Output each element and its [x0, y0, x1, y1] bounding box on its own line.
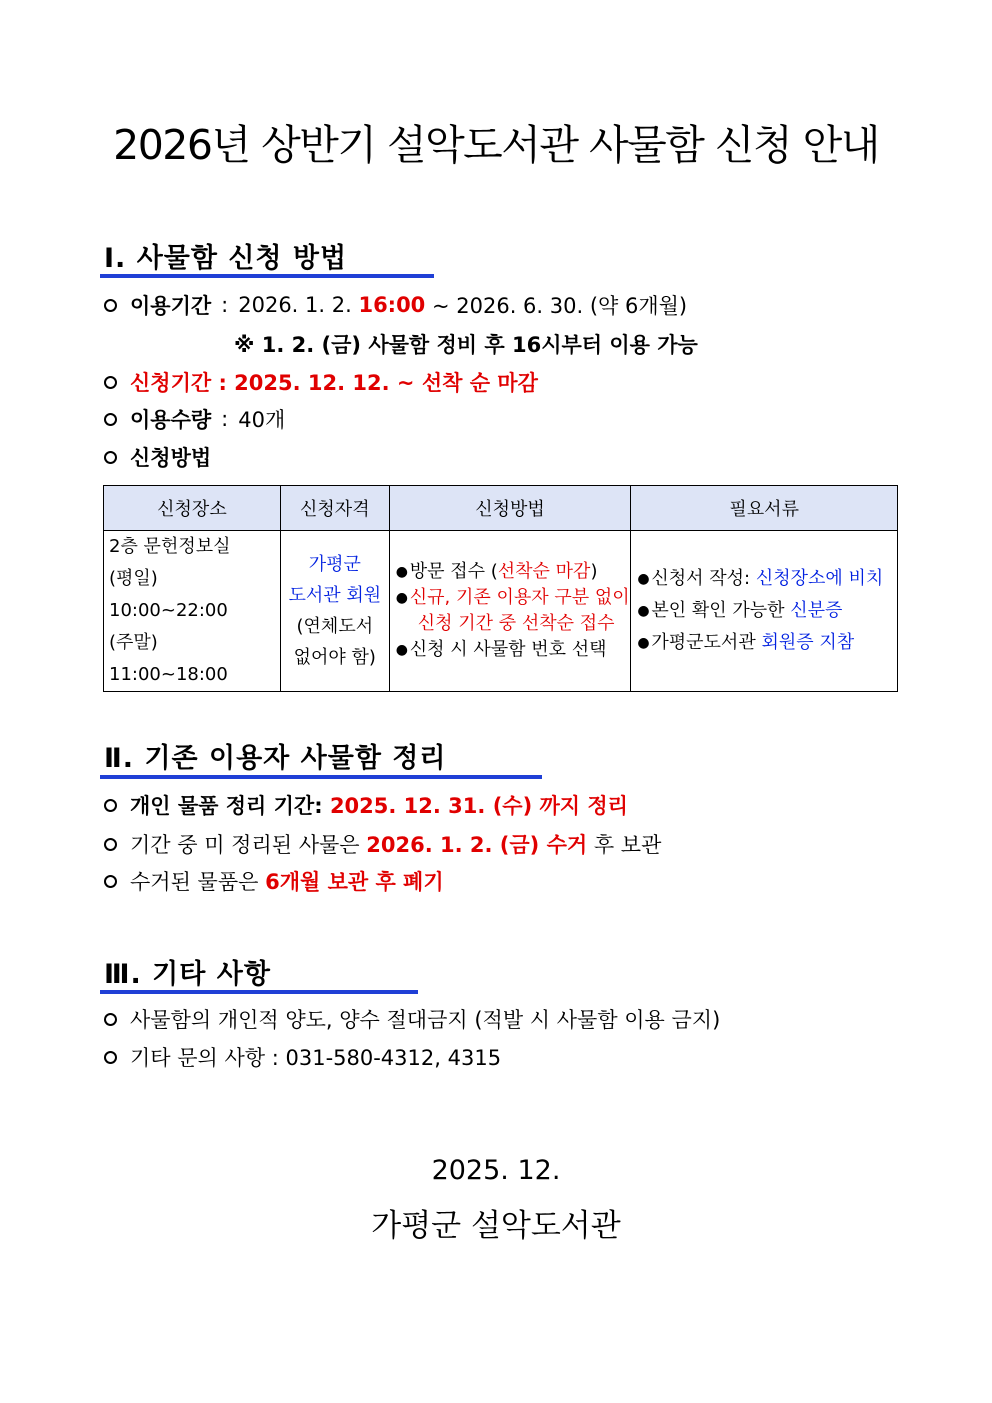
qualification-line: 가평군: [308, 554, 361, 575]
disposal-row: [104, 866, 444, 896]
bullet-dot-icon: ●: [395, 642, 408, 658]
footer-org: 가평군 설악도서관: [371, 1208, 621, 1244]
table-header-qualification: 신청자격: [280, 486, 389, 531]
qualification-line: 도서관 회원: [288, 585, 382, 606]
location-place: 2층 문헌정보실: [109, 536, 231, 557]
application-table: [103, 485, 898, 692]
location-weekend-hours: (주말) 11:00~18:00: [109, 632, 228, 685]
doc-item2-highlight: 신분증: [790, 600, 843, 621]
usage-period-label: 이용기간: [130, 294, 212, 318]
doc-item2-text: 본인 확인 가능한: [651, 600, 791, 621]
quantity-label: 이용수량: [130, 408, 212, 432]
doc-item1-text: 신청서 작성:: [651, 568, 756, 589]
circle-bullet-icon: [104, 299, 117, 312]
doc-item3-highlight: 회원증 지참: [761, 632, 855, 653]
list-item: [637, 563, 897, 595]
circle-bullet-icon: [104, 376, 117, 389]
circle-bullet-icon: [104, 799, 117, 812]
method-item3-text: 신청 시 사물함 번호 선택: [409, 639, 607, 660]
page-title: 2026년 상반기 설악도서관 사물함 신청 안내: [113, 121, 879, 169]
cleanup-period-row: [104, 790, 628, 820]
bullet-dot-icon: ●: [637, 603, 650, 619]
bullet-dot-icon: ●: [637, 571, 650, 587]
usage-period-row: [104, 290, 687, 320]
method-cell: [389, 531, 631, 692]
qualification-line: 없어야 함): [293, 647, 376, 668]
doc-item3-text: 가평군도서관: [651, 632, 762, 653]
collection-text: 기간 중 미 정리된 사물은: [130, 833, 367, 857]
method-item1-highlight: 선착순 마감: [497, 561, 591, 582]
method-item1-text: 방문 접수 (: [409, 561, 498, 582]
method-item2-line2: 신청 기간 중 선착순 접수: [417, 613, 615, 634]
section3-heading: Ⅲ. 기타 사항: [104, 959, 271, 990]
transfer-rule-row: [104, 1004, 720, 1034]
section2-underline: [100, 775, 542, 779]
circle-bullet-icon: [104, 1051, 117, 1064]
list-item: [396, 585, 631, 611]
table-header-method: 신청방법: [389, 486, 631, 531]
usage-period-start: 2026. 1. 2.: [238, 293, 359, 317]
transfer-rule-text: 사물함의 개인적 양도, 양수 절대금지 (적발 시 사물함 이용 금지): [130, 1008, 721, 1032]
list-item: [637, 627, 897, 659]
qualification-line: (연체도서: [296, 616, 374, 637]
circle-bullet-icon: [104, 451, 117, 464]
table-header-row: [104, 486, 898, 531]
cleanup-period-date: 2025. 12. 31. (수) 까지 정리: [329, 794, 628, 818]
table-header-location: 신청장소: [104, 486, 281, 531]
method-label: 신청방법: [130, 446, 212, 470]
quantity-sep: :: [221, 407, 229, 431]
usage-period-end: ~ 2026. 6. 30. (약 6개월): [425, 294, 688, 318]
contact-text: 기타 문의 사항 : 031-580-4312, 4315: [130, 1046, 502, 1070]
method-item2-line1: 신규, 기존 이용자 구분 없이: [409, 587, 630, 608]
list-item: [396, 559, 631, 585]
disposal-text: 수거된 물품은: [130, 870, 266, 894]
section1-heading: Ⅰ. 사물함 신청 방법: [104, 243, 348, 274]
circle-bullet-icon: [104, 875, 117, 888]
location-weekday-hours: (평일) 10:00~22:00: [109, 568, 228, 621]
collection-date: 2026. 1. 2. (금) 수거: [366, 833, 588, 857]
table-row: [104, 531, 898, 692]
location-cell: [104, 531, 281, 692]
apply-period-text: 신청기간 : 2025. 12. 12. ~ 선착 순 마감: [130, 371, 538, 395]
method-row: [104, 442, 211, 472]
quantity-value: 40개: [238, 408, 286, 432]
usage-period-time: 16:00: [358, 293, 426, 317]
usage-period-sep: :: [221, 293, 229, 317]
doc-item1-highlight: 신청장소에 비치: [755, 568, 884, 589]
disposal-highlight: 6개월 보관 후 폐기: [265, 870, 444, 894]
maintenance-note: [234, 329, 698, 359]
circle-bullet-icon: [104, 413, 117, 426]
bullet-dot-icon: ●: [395, 590, 408, 606]
footer-date: 2025. 12.: [431, 1155, 561, 1186]
section2-heading: Ⅱ. 기존 이용자 사물함 정리: [104, 743, 447, 774]
circle-bullet-icon: [104, 838, 117, 851]
quantity-row: [104, 404, 285, 434]
section1-underline: [100, 274, 434, 278]
cleanup-period-label: 개인 물품 정리 기간:: [130, 794, 330, 818]
collection-post: 후 보관: [587, 833, 662, 857]
table-header-documents: 필요서류: [631, 486, 898, 531]
documents-cell: [631, 531, 898, 692]
bullet-dot-icon: ●: [637, 635, 650, 651]
bullet-dot-icon: ●: [395, 564, 408, 580]
apply-period-row: [104, 367, 538, 397]
contact-row: [104, 1042, 501, 1072]
list-item: [396, 637, 631, 663]
collection-row: [104, 829, 661, 859]
qualification-cell: [280, 531, 389, 692]
section3-underline: [100, 990, 418, 994]
method-item1-close: ): [590, 561, 598, 582]
list-item: [637, 595, 897, 627]
maintenance-note-text: ※ 1. 2. (금) 사물함 정비 후 16시부터 이용 가능: [234, 333, 698, 357]
circle-bullet-icon: [104, 1013, 117, 1026]
